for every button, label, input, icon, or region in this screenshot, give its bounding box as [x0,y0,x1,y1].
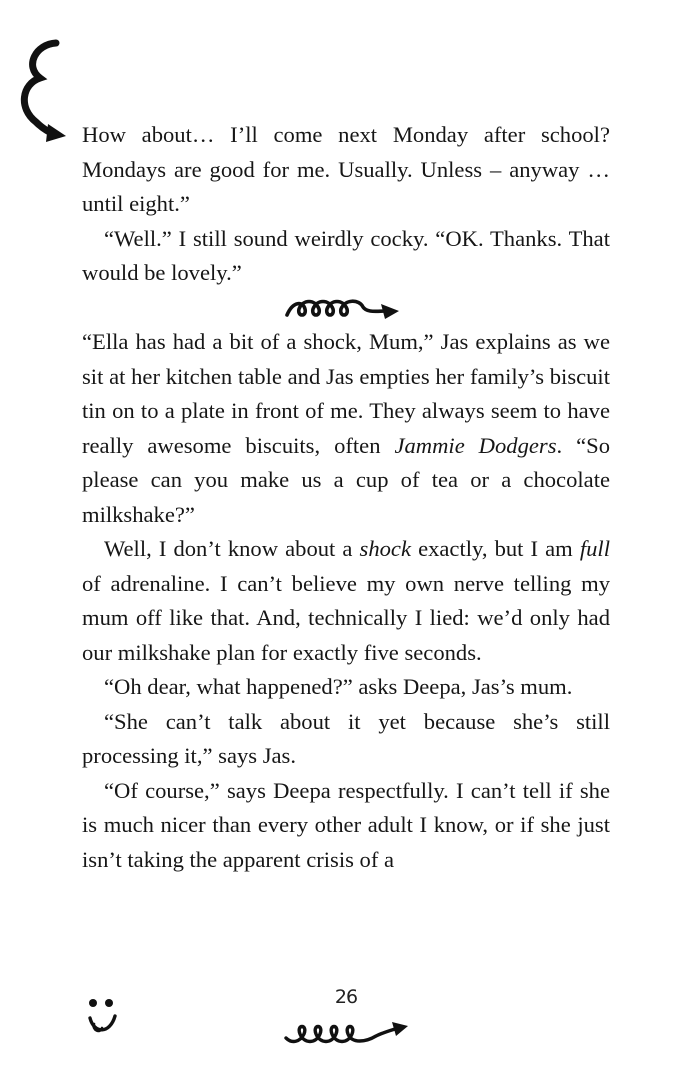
paragraph [82,325,610,532]
text-run: exactly, but I am [410,536,580,561]
text-run: Well, I don’t know about a [104,536,360,561]
book-text [82,118,610,877]
paragraph [82,532,610,670]
italic-text: Jammie Dodgers [394,432,557,458]
page-number: 26 [334,986,358,1008]
section-divider [82,291,610,326]
paragraph: “Of course,” says Deepa respectfully. I can’t tell if she is much nicer than every other adult I know, or if she just isn’t taking the apparent crisis of a [82,777,610,872]
text-run: “Ella has had a bit of a shock, Mum,” Jas explains as we sit at her kitchen table and Jas empties her family’s biscuit tin on to a plate in front of me. They always seem to have really awesome biscuits, often [82,329,610,458]
loop-divider-icon [281,295,411,321]
curly-arrow-icon [18,38,74,146]
paragraph: “Well.” I still sound weirdly cocky. “OK. Thanks. That would be lovely.” [82,225,610,285]
text-run: of adrenaline. I can’t believe my own nerve telling my mum off like that. And, technically I lied: we’d only had our milkshake plan for exactly five seconds. [82,570,610,665]
paragraph: How about… I’ll come next Monday after school? Mondays are good for me. Usually. Unless – anyway … until eight.” [82,122,610,216]
paragraph: “She can’t talk about it yet because she’s still processing it,” says Jas. [82,708,610,768]
loop-arrow-icon [282,1018,412,1048]
smiley-face-icon [84,996,120,1038]
italic-text: shock [359,536,411,561]
italic-text: full [579,536,610,561]
paragraph: “Oh dear, what happened?” asks Deepa, Jas’s mum. [104,674,573,699]
text-run: . “So please can you make us a cup of tea or a chocolate milkshake?” [82,432,610,527]
